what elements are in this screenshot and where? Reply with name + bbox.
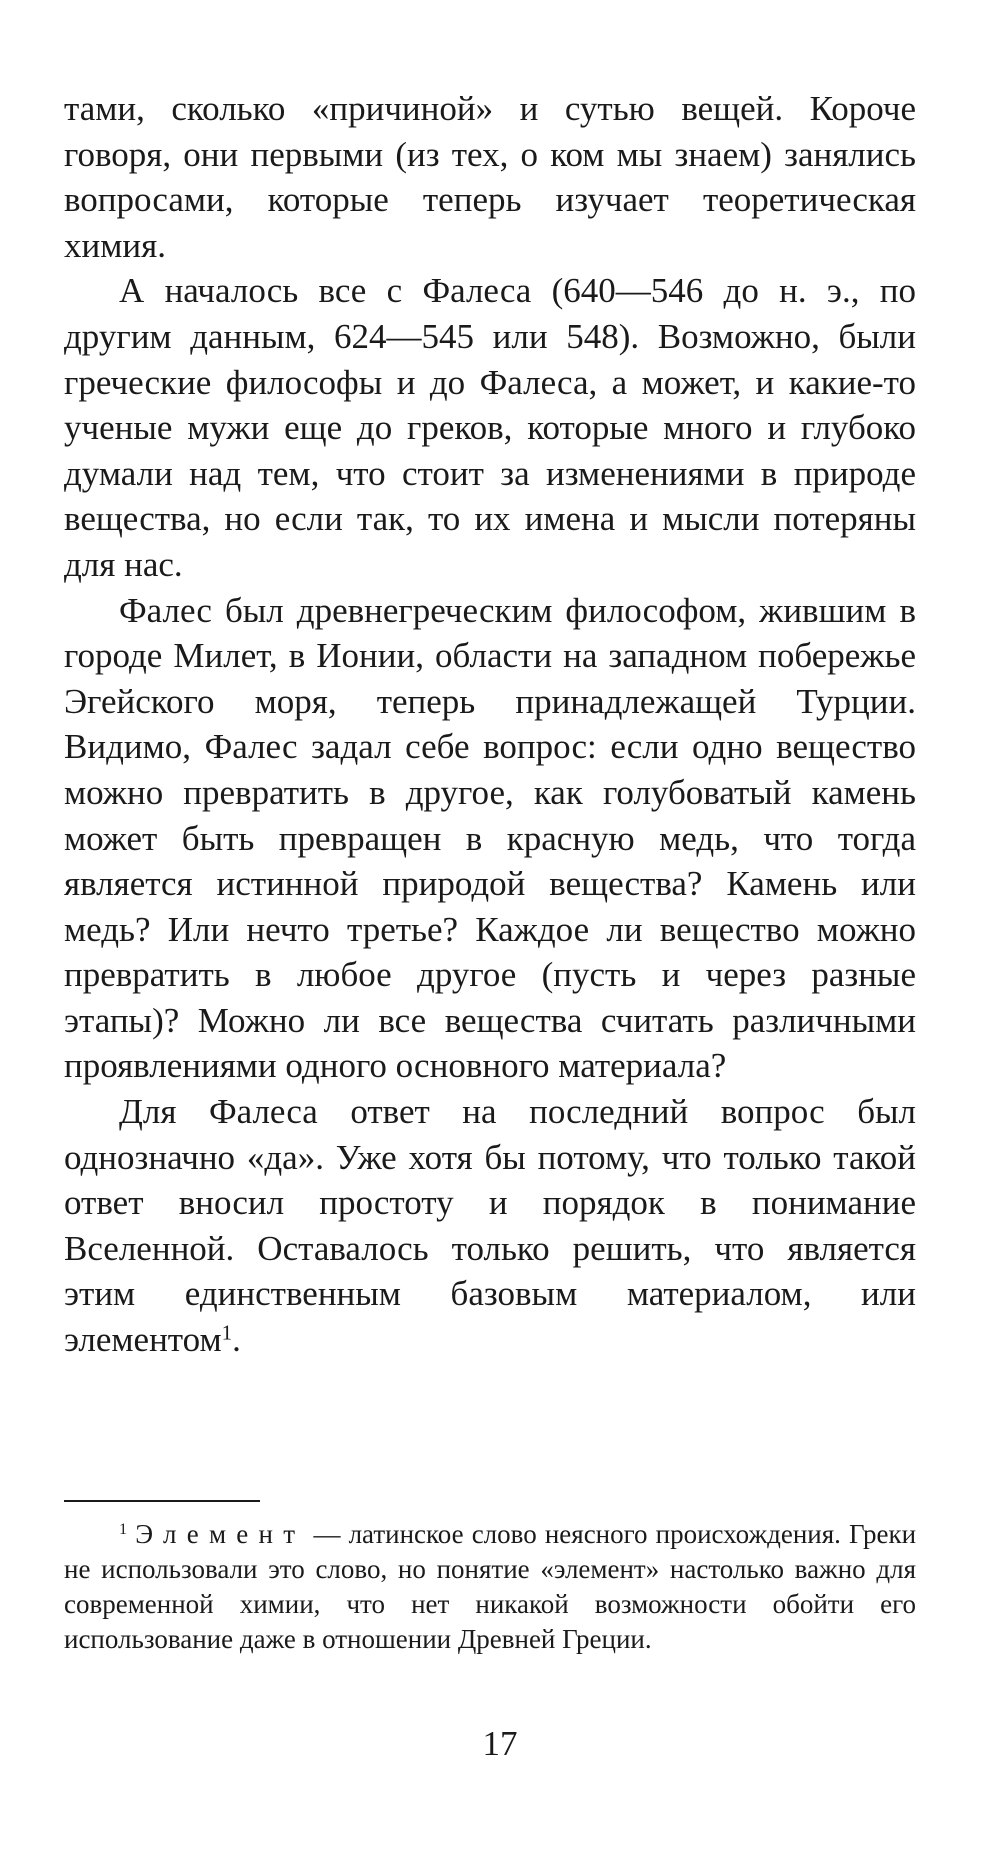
- paragraph-4-text: Для Фалеса ответ на последний вопрос был однозначно «да». Уже хотя бы потому, что только такой ответ вносил простоту и порядок в понимание Вселенной. Оставалось только решить, что является этим единственным базовым материалом, или элементом: [64, 1092, 916, 1360]
- footnote-divider: [64, 1500, 260, 1502]
- paragraph-3: Фалес был древнегреческим философом, жившим в городе Милет, в Ионии, области на западном побережье Эгейского моря, теперь принадлежащей Турции. Видимо, Фалес задал себе вопрос: если одно вещество можно превратить в другое, как голубоватый камень может быть превращен в красную медь, что тогда является истинной природой вещества? Камень или медь? Или нечто третье? Каждое ли вещество можно превратить в любое другое (пусть и через разные этапы)? Можно ли все вещества считать различными проявлениями одного основного материала?: [64, 590, 916, 1086]
- paragraph-4: Для Фалеса ответ на последний вопрос был однозначно «да». Уже хотя бы потому, что только такой ответ вносил простоту и порядок в понимание Вселенной. Оставалось только решить, что является этим единственным базовым материалом, или элементом$^1$.: [64, 1092, 916, 1360]
- footnote-text: — латинское слово неясного происхождения. Греки не использовали это слово, но понятие «элемент» настолько важно для современной химии, что нет никакой возможности обойти его использование даже в отношении Древней Греции.: [64, 1519, 917, 1654]
- page-number: 17: [482, 1724, 518, 1763]
- footnote-term: Элемент: [135, 1519, 306, 1549]
- page-body: [64, 86, 916, 1363]
- paragraph-2: А началось все с Фалеса (640—546 до н. э., по другим данным, 624—545 или 548). Возможно, были греческие философы и до Фалеса, а может, и какие-то ученые мужи еще до греков, которые много и глубоко думали над тем, что стоит за изменениями в природе вещества, но если так, то их имена и мысли потеряны для нас.: [64, 271, 916, 584]
- paragraph-1: тами, сколько «причиной» и сутью вещей. Короче говоря, они первыми (из тех, о ком мы знаем) занялись вопросами, которые теперь изучает теоретическая химия.: [64, 89, 916, 265]
- footnote-reference: 1: [221, 1320, 233, 1345]
- footnote-marker: 1: [119, 1520, 128, 1539]
- footnote: [64, 1517, 916, 1657]
